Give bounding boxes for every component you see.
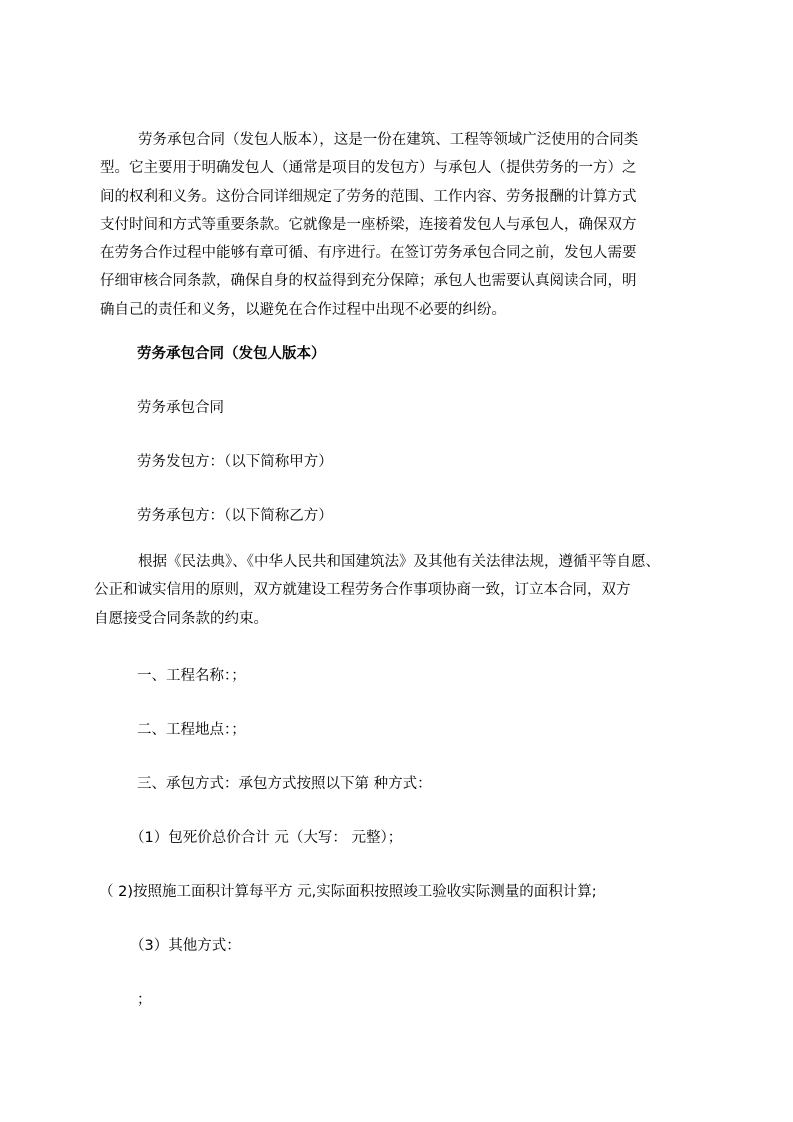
intro-line-3: 间的权利和义务。这份合同详细规定了劳务的范围、工作内容、劳务报酬的计算方式 (100, 188, 637, 205)
contract-heading: 劳务承包合同（发包人版本） (137, 346, 326, 362)
intro-line-6: 仔细审核合同条款，确保自身的权益得到充分保障；承包人也需要认真阅读合同，明 (100, 273, 637, 290)
option-other: （3）其他方式： (130, 938, 241, 954)
preamble-line-1: 根据《民法典》、《中华人民共和国建筑法》及其他有关法律法规，遵循平等自愿、 (138, 554, 660, 570)
clause-project-location: 二、工程地点：； (137, 722, 246, 738)
preamble-line-3: 自愿接受合同条款的约束。 (94, 610, 268, 627)
option-fixed-price: （1）包死价总价合计 元（大写： 元整）； (130, 830, 403, 846)
preamble-paragraph (94, 548, 706, 633)
intro-line-4: 支付时间和方式等重要条款。它就像是一座桥梁，连接着发包人与承包人，确保双方 (100, 216, 637, 233)
intro-line-7: 确自己的责任和义务，以避免在合作过程中出现不必要的纠纷。 (100, 301, 506, 318)
intro-line-2: 型。它主要用于明确发包人（通常是项目的发包方）与承包人（提供劳务的一方）之 (100, 160, 637, 177)
intro-paragraph (100, 126, 700, 324)
party-b-line: 劳务承包方：（以下简称乙方） (137, 508, 333, 524)
trailing-semicolon: ； (137, 992, 152, 1008)
party-a-line: 劳务发包方：（以下简称甲方） (137, 454, 333, 470)
intro-line-1: 劳务承包合同（发包人版本），这是一份在建筑、工程等领域广泛使用的合同类 (138, 132, 639, 148)
contract-title: 劳务承包合同 (137, 400, 224, 416)
option-per-area: （ 2)按照施工面积计算每平方 元,实际面积按照竣工验收实际测量的面积计算; (99, 884, 597, 900)
clause-contract-method: 三、承包方式：承包方式按照以下第 种方式： (137, 776, 432, 792)
intro-line-5: 在劳务合作过程中能够有章可循、有序进行。在签订劳务承包合同之前，发包人需要 (100, 245, 637, 262)
preamble-line-2: 公正和诚实信用的原则，双方就建设工程劳务合作事项协商一致，订立本合同，双方 (94, 582, 631, 599)
clause-project-name: 一、工程名称：； (137, 668, 246, 684)
